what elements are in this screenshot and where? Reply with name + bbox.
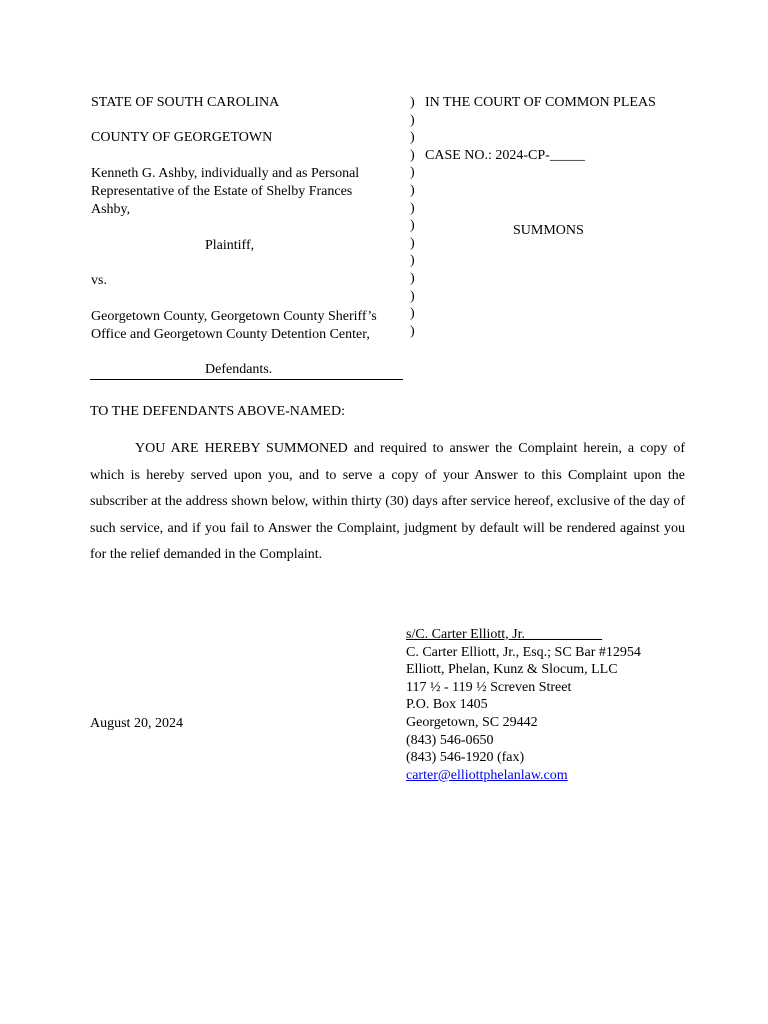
- paren: ): [410, 95, 415, 110]
- signature-date: August 20, 2024: [90, 716, 183, 731]
- summons-paragraph: [90, 436, 685, 569]
- plaintiff-name-line-1: Kenneth G. Ashby, individually and as Personal: [91, 166, 360, 181]
- paren: ): [410, 288, 415, 304]
- paren: ): [410, 200, 415, 216]
- paren: ): [410, 112, 415, 128]
- caption-paren-column: [410, 94, 420, 340]
- phone-number: (843) 546-0650: [406, 732, 494, 748]
- attorney-name: C. Carter Elliott, Jr., Esq.; SC Bar #12954: [406, 644, 641, 660]
- fax-number: (843) 546-1920 (fax): [406, 750, 525, 766]
- law-firm-name: Elliott, Phelan, Kunz & Slocum, LLC: [406, 662, 618, 678]
- po-box: P.O. Box 1405: [406, 697, 488, 713]
- versus-label: vs.: [91, 273, 107, 288]
- paren: ): [410, 182, 415, 198]
- paren: ): [410, 270, 415, 286]
- document-title: SUMMONS: [513, 223, 584, 238]
- court-heading: IN THE COURT OF COMMON PLEAS: [425, 95, 656, 110]
- paren: ): [410, 253, 415, 269]
- summons-paragraph-text: YOU ARE HEREBY SUMMONED and required to answer the Complaint herein, a copy of which is hereby served upon you, and to serve a copy of your Answer to this Complaint upon the subscriber at the address shown below, within thirty (30) days after service hereof, exclusive of the day of such service, and if you fail to Answer the Complaint, judgment by default will be rendered against you for the relief demanded in the Complaint.: [90, 441, 685, 562]
- paren: ): [410, 130, 415, 146]
- caption-rule: [90, 379, 403, 380]
- defendants-label: Defendants.: [205, 362, 273, 377]
- plaintiff-label: Plaintiff,: [205, 238, 255, 253]
- paren: ): [410, 165, 415, 181]
- plaintiff-name-line-2: Representative of the Estate of Shelby Frances: [91, 184, 353, 199]
- defendants-line-2: Office and Georgetown County Detention Center,: [91, 327, 370, 342]
- paren: ): [410, 323, 415, 339]
- plaintiff-name-line-3: Ashby,: [91, 202, 131, 217]
- city-state-zip: Georgetown, SC 29442: [406, 714, 538, 730]
- signature-block: [406, 626, 641, 784]
- salutation: TO THE DEFENDANTS ABOVE-NAMED:: [90, 404, 345, 419]
- paren: ): [410, 218, 415, 234]
- defendants-line-1: Georgetown County, Georgetown County Sheriff’s: [91, 309, 377, 324]
- paren: ): [410, 147, 415, 163]
- state-caption: STATE OF SOUTH CAROLINA: [91, 95, 280, 110]
- paren: ): [410, 235, 415, 251]
- county-caption: COUNTY OF GEORGETOWN: [91, 130, 273, 145]
- email-link[interactable]: carter@elliottphelanlaw.com: [406, 767, 568, 783]
- street-address: 117 ½ - 119 ½ Screven Street: [406, 679, 572, 695]
- paren: ): [410, 306, 415, 322]
- case-number: CASE NO.: 2024-CP-_____: [425, 148, 585, 163]
- signature-line: s/C. Carter Elliott, Jr.___________: [406, 627, 602, 642]
